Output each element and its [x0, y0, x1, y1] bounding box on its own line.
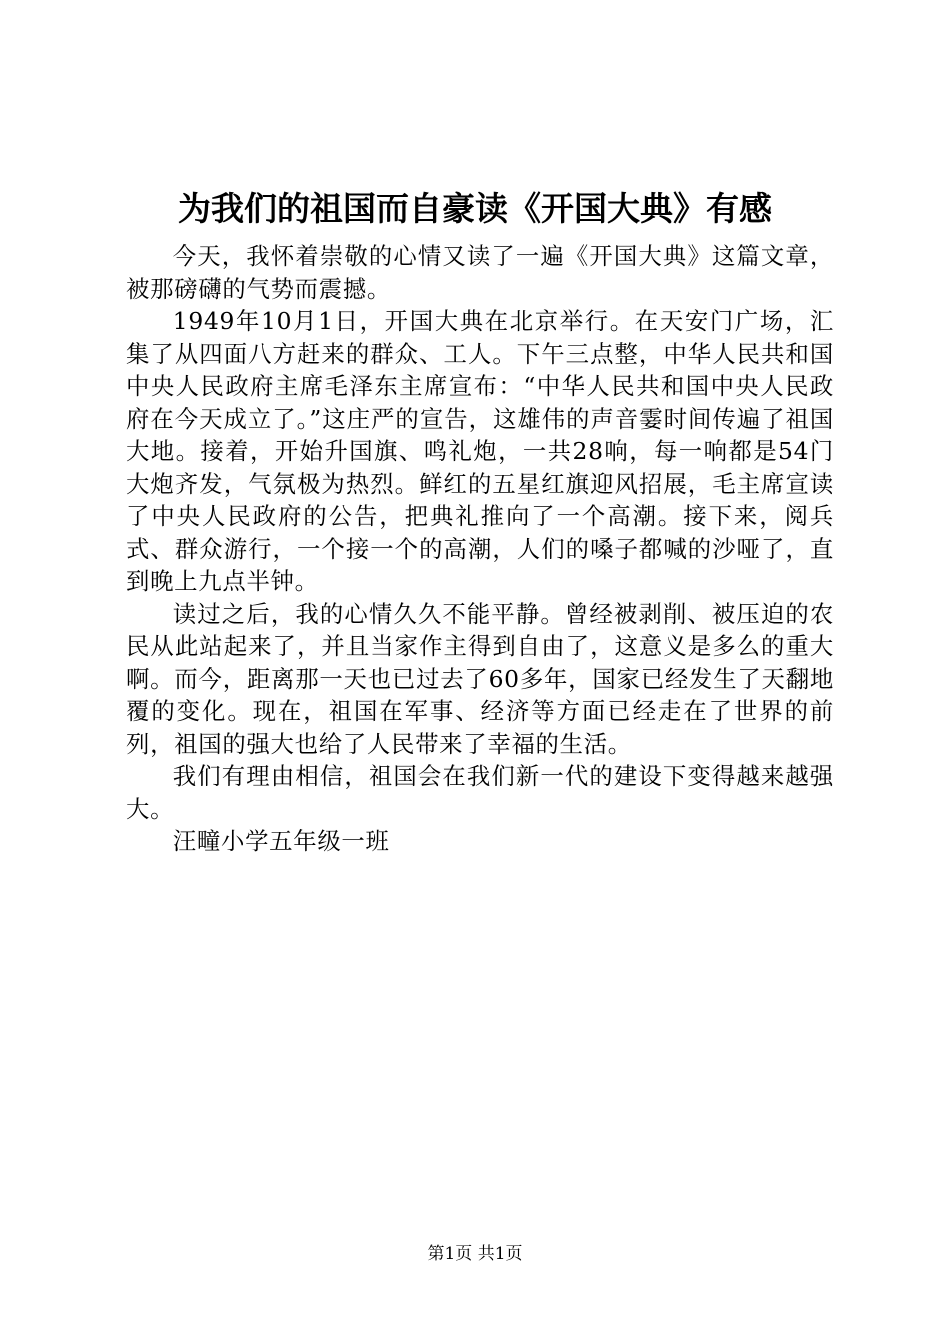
page-footer: 第1页 共1页	[427, 1244, 523, 1264]
paragraph-intro: 今天，我怀着崇敬的心情又读了一遍《开国大典》这篇文章，被那磅礴的气势而震撼。	[126, 242, 834, 303]
document-body	[126, 240, 834, 858]
paragraph-reflection: 读过之后，我的心情久久不能平静。曾经被剥削、被压迫的农民从此站起来了，并且当家作主得到自由了，这意义是多么的重大啊。而今，距离那一天也已过去了60多年，国家已经发生了天翻地覆的变化。现在，祖国在军事、经济等方面已经走在了世界的前列，祖国的强大也给了人民带来了幸福的生活。	[126, 599, 834, 758]
author-line: 汪疃小学五年级一班	[172, 827, 390, 855]
paragraph-ceremony: 1949年10月1日，开国大典在北京举行。在天安门广场，汇集了从四面八方赶来的群众、工人。下午三点整，中华人民共和国中央人民政府主席毛泽东主席宣布：“中华人民共和国中央人民政府在今天成立了。”这庄严的宣告，这雄伟的声音霎时间传遍了祖国大地。接着，开始升国旗、鸣礼炮，一共28响，每一响都是54门大炮齐发，气氛极为热烈。鲜红的五星红旗迎风招展，毛主席宣读了中央人民政府的公告，把典礼推向了一个高潮。接下来，阅兵式、群众游行，一个接一个的高潮，人们的嗓子都喊的沙哑了，直到晚上九点半钟。	[126, 307, 834, 595]
document-title: 为我们的祖国而自豪读《开国大典》有感	[178, 189, 772, 228]
paragraph-conclusion: 我们有理由相信，祖国会在我们新一代的建设下变得越来越强大。	[126, 762, 834, 823]
